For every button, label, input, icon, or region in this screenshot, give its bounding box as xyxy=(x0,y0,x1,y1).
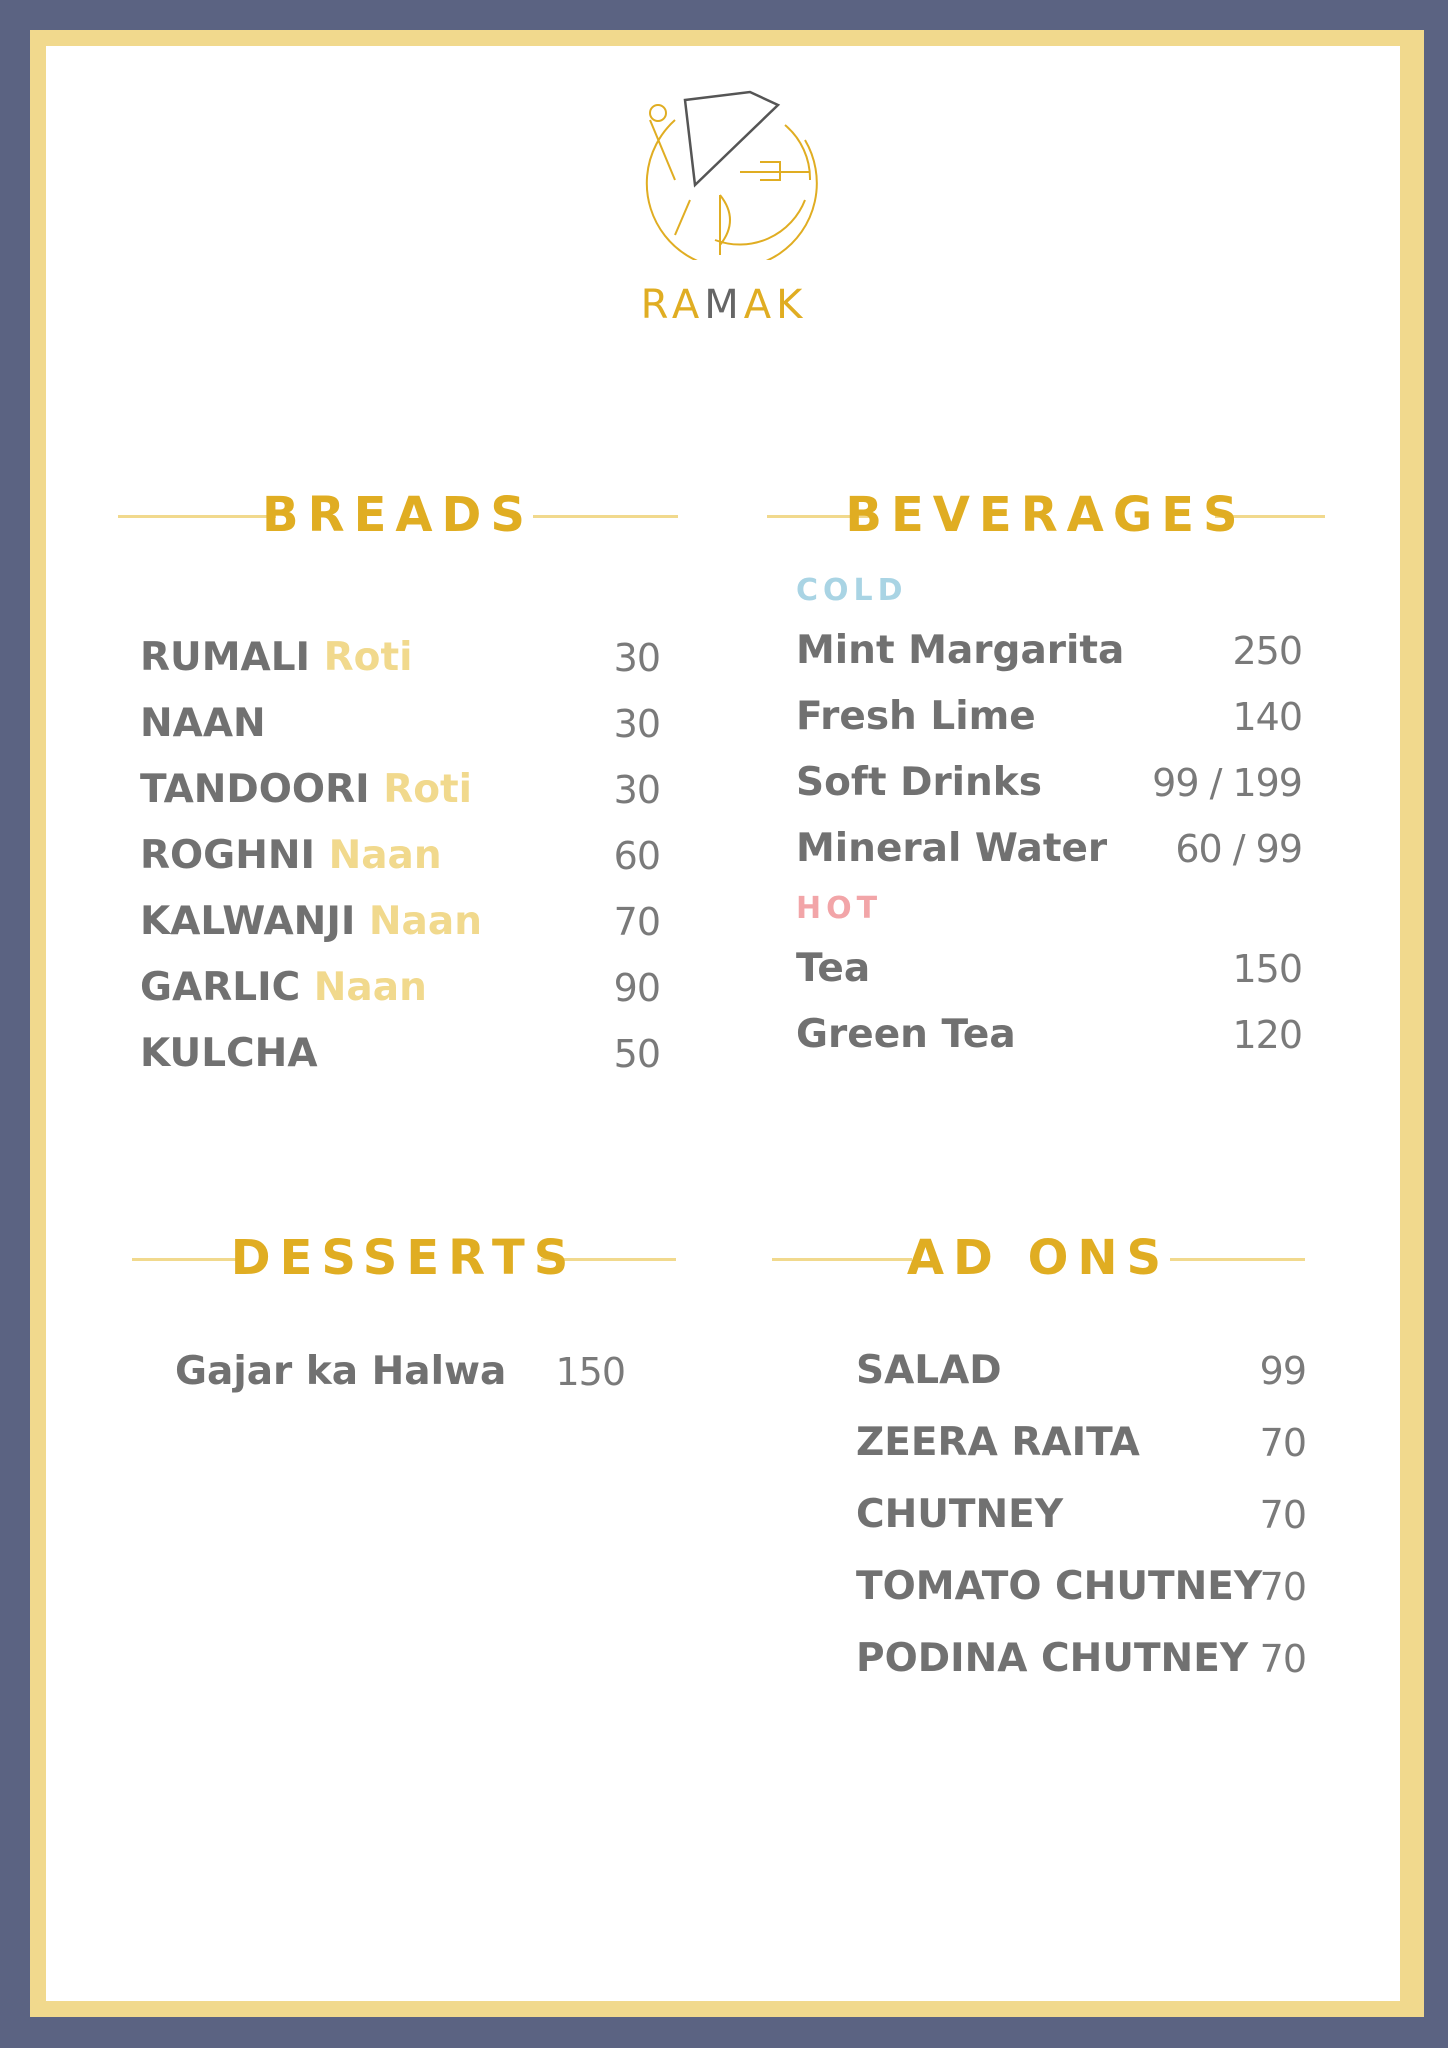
item-price: 150 xyxy=(555,1350,625,1394)
item-name: Mint Margarita xyxy=(796,628,1125,673)
menu-item xyxy=(856,1338,1306,1410)
item-name: RUMALI xyxy=(140,635,311,680)
item-name: CHUTNEY xyxy=(856,1492,1064,1537)
item-price: 70 xyxy=(1259,1493,1306,1537)
menu-item xyxy=(796,750,1302,816)
menu-item xyxy=(856,1554,1306,1626)
item-accent: Naan xyxy=(328,833,442,878)
item-price: 30 xyxy=(613,702,660,746)
item-price: 250 xyxy=(1232,629,1302,673)
addons-title: AD ONS xyxy=(906,1230,1171,1286)
item-name: PODINA CHUTNEY xyxy=(856,1636,1249,1681)
item-price: 70 xyxy=(1259,1565,1306,1609)
item-name: GARLIC xyxy=(140,965,301,1010)
desserts-header xyxy=(132,1228,676,1288)
hot-label: HOT xyxy=(796,891,883,926)
item-name: Tea xyxy=(796,946,871,991)
item-price: 70 xyxy=(613,900,660,944)
item-price: 60 xyxy=(613,834,660,878)
item-price: 140 xyxy=(1232,695,1302,739)
item-name: TANDOORI xyxy=(140,767,370,812)
item-name: KULCHA xyxy=(140,1031,318,1076)
brand-name-right: AK xyxy=(743,282,808,328)
breads-title: BREADS xyxy=(262,487,534,543)
menu-item xyxy=(140,625,660,691)
item-name: Mineral Water xyxy=(796,826,1108,871)
item-name: TOMATO CHUTNEY xyxy=(856,1564,1263,1609)
item-name: ROGHNI xyxy=(140,833,315,878)
addons-list xyxy=(856,1338,1306,1698)
menu-item xyxy=(796,618,1302,684)
menu-item xyxy=(856,1626,1306,1698)
item-price: 70 xyxy=(1259,1637,1306,1681)
item-price: 90 xyxy=(613,966,660,1010)
item-accent: Roti xyxy=(323,635,413,680)
menu-item xyxy=(856,1482,1306,1554)
menu-item xyxy=(140,1021,660,1087)
brand-name xyxy=(0,282,1448,328)
menu-item xyxy=(796,816,1302,882)
menu-item xyxy=(140,823,660,889)
item-price: 99 / 199 xyxy=(1152,761,1302,805)
item-price: 60 / 99 xyxy=(1175,827,1302,871)
item-price: 99 xyxy=(1259,1349,1306,1393)
menu-item xyxy=(856,1410,1306,1482)
beverages-header xyxy=(767,485,1325,545)
beverages-list xyxy=(796,564,1302,1068)
menu-item xyxy=(140,691,660,757)
item-price: 30 xyxy=(613,768,660,812)
cold-label: COLD xyxy=(796,573,908,608)
menu-item xyxy=(796,936,1302,1002)
menu-item xyxy=(796,684,1302,750)
item-name: Soft Drinks xyxy=(796,760,1042,805)
item-name: ZEERA RAITA xyxy=(856,1420,1140,1465)
desserts-title: DESSERTS xyxy=(230,1230,578,1286)
brand-name-mid: M xyxy=(704,282,744,328)
addons-header xyxy=(772,1228,1305,1288)
menu-item xyxy=(140,889,660,955)
cloche-plate-icon xyxy=(620,80,840,260)
desserts-list xyxy=(175,1339,625,1405)
item-price: 50 xyxy=(613,1032,660,1076)
item-price: 30 xyxy=(613,636,660,680)
item-name: Green Tea xyxy=(796,1012,1016,1057)
item-name: KALWANJI xyxy=(140,899,356,944)
item-price: 120 xyxy=(1232,1013,1302,1057)
menu-item xyxy=(140,757,660,823)
breads-header xyxy=(118,485,678,545)
item-name: Fresh Lime xyxy=(796,694,1036,739)
item-accent: Naan xyxy=(368,899,482,944)
item-price: 70 xyxy=(1259,1421,1306,1465)
beverages-title: BEVERAGES xyxy=(845,487,1247,543)
menu-item xyxy=(796,1002,1302,1068)
item-name: Gajar ka Halwa xyxy=(175,1349,507,1394)
breads-list xyxy=(140,625,660,1087)
item-name: NAAN xyxy=(140,701,266,746)
item-name: SALAD xyxy=(856,1348,1002,1393)
brand-name-left: RA xyxy=(640,282,705,328)
menu-item xyxy=(140,955,660,1021)
item-accent: Naan xyxy=(313,965,427,1010)
item-price: 150 xyxy=(1232,947,1302,991)
item-accent: Roti xyxy=(383,767,473,812)
menu-item xyxy=(175,1339,625,1405)
